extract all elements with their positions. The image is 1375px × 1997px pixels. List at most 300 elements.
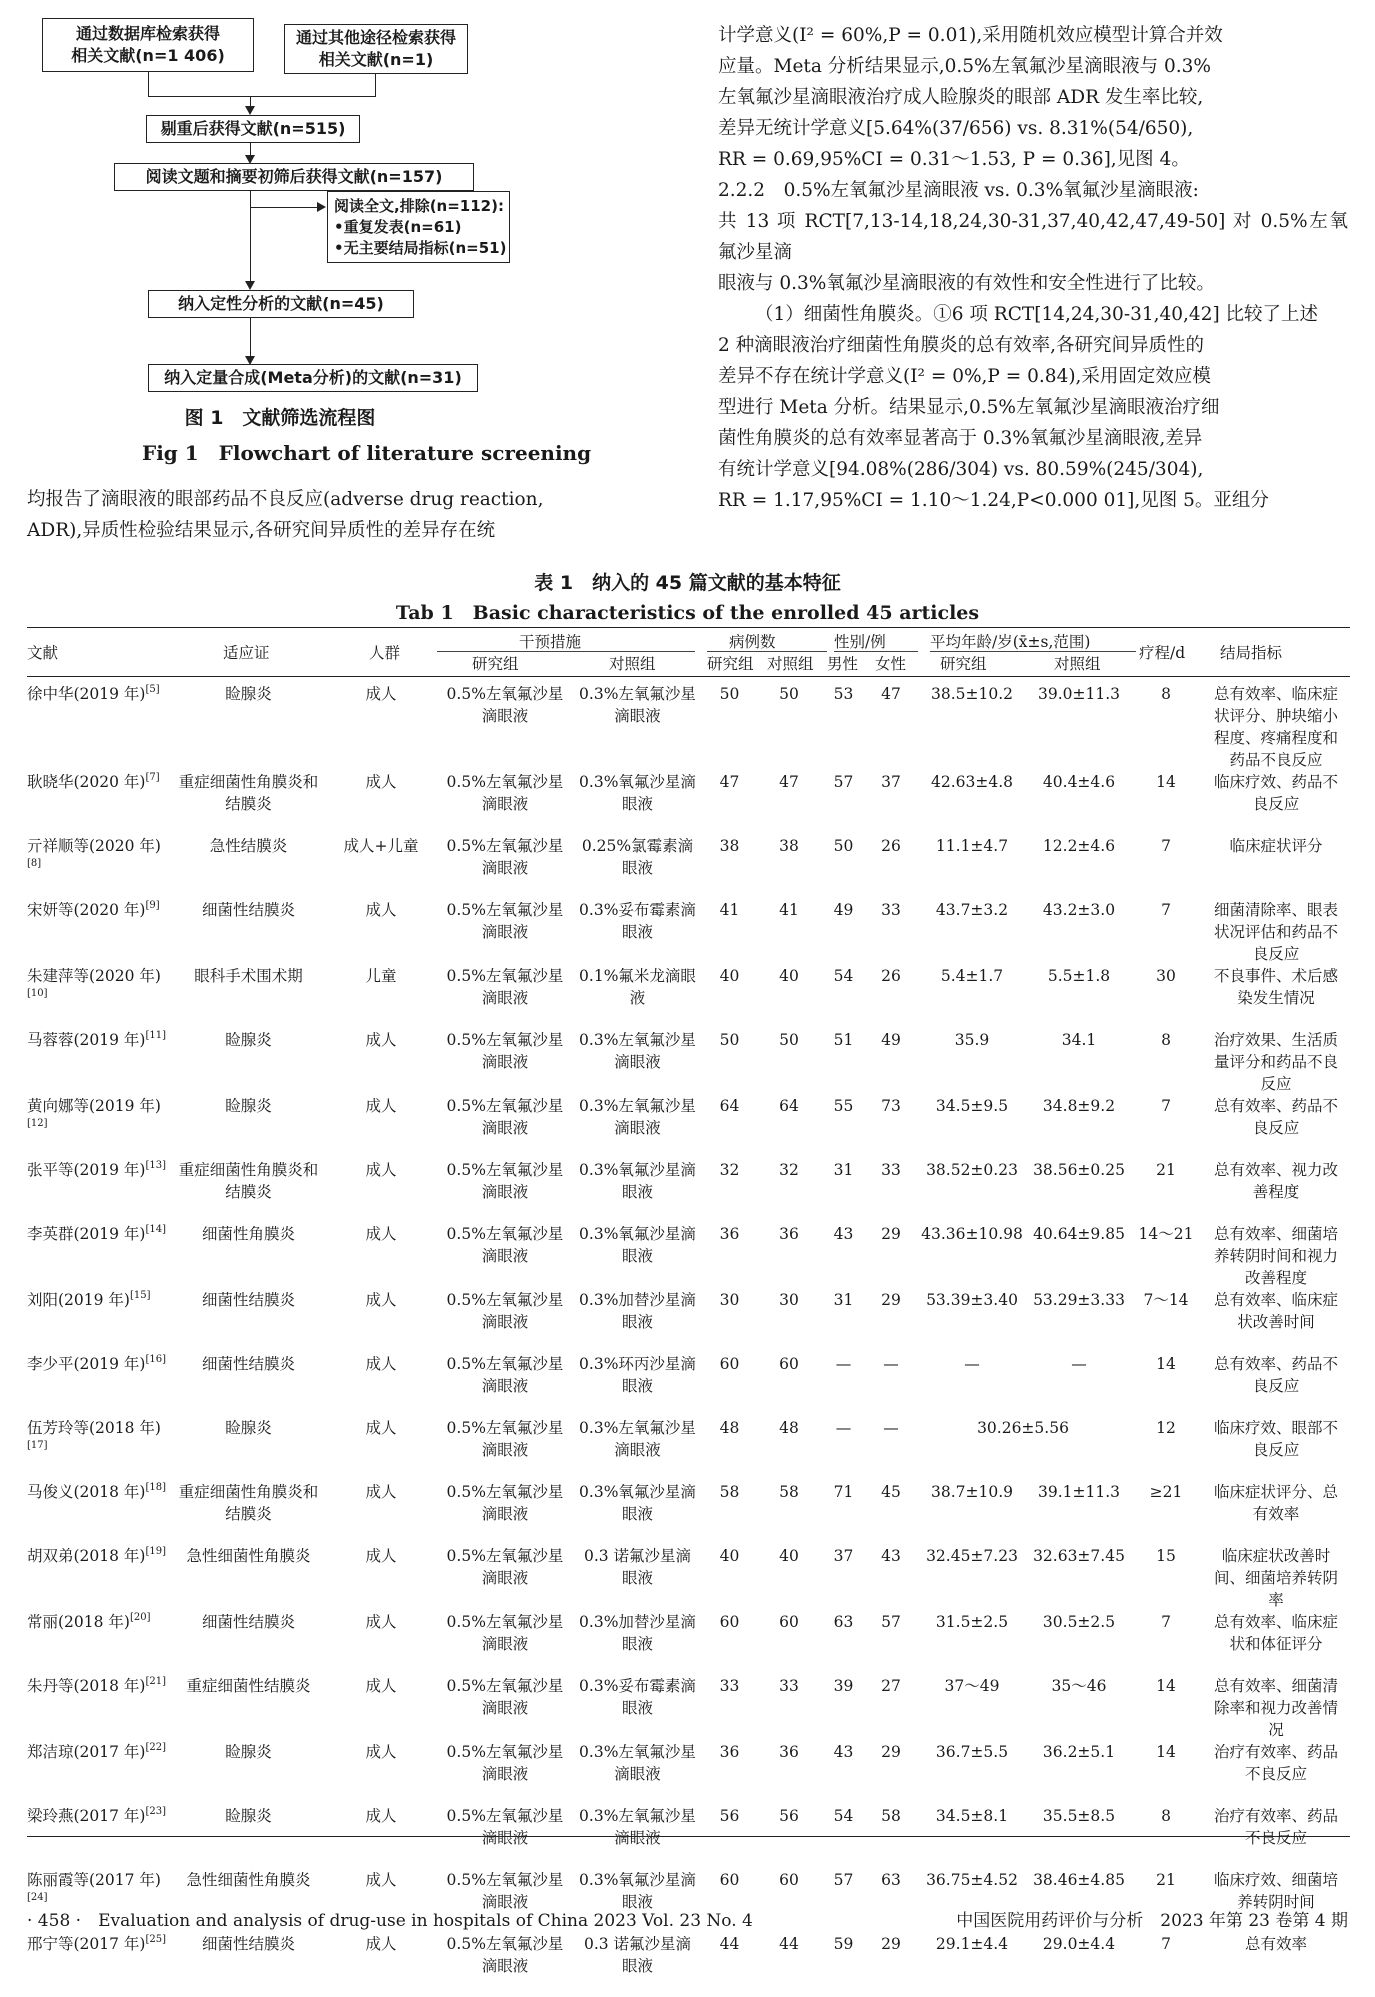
cell-article: [27, 1611, 172, 1675]
table-bottom-rule: [27, 1836, 1350, 1837]
cell-female: 29: [881, 1225, 901, 1243]
cell-outcome: 总有效率、临床症状和体征评分: [1213, 1613, 1338, 1653]
cell-female: 33: [881, 901, 901, 919]
flow-box-database-line1: 通过数据库检索获得: [75, 24, 220, 43]
flow-exclude-title: 阅读全文,排除(n=112):: [334, 196, 504, 215]
right-line: 计学意义(I² = 60%,P = 0.01),采用随机效应模型计算合并效: [718, 25, 1223, 46]
cell-article: [27, 899, 172, 965]
right-line: 差异不存在统计学意义(I² = 0%,P = 0.84),采用固定效应模: [718, 366, 1211, 387]
cell-population: 成人: [365, 1355, 397, 1373]
cell-control-n: 40: [779, 1547, 799, 1565]
cell-article: [27, 1095, 172, 1159]
cell-outcome: 不良事件、术后感染发生情况: [1213, 967, 1338, 1007]
cell-female: 43: [881, 1547, 901, 1565]
cell-article: [27, 1545, 172, 1611]
cell-age-control: 39.0±11.3: [1037, 685, 1120, 703]
cell-population: 成人: [365, 1547, 397, 1565]
table-row: [27, 1095, 1350, 1159]
article-ref: [18]: [145, 1482, 166, 1493]
cell-study-n: 44: [719, 1935, 740, 1953]
cell-control-drug: 0.3%氧氟沙星滴眼液: [579, 1871, 696, 1911]
cell-indication: 急性细菌性角膜炎: [186, 1547, 311, 1565]
cell-age-study: 38.7±10.9: [930, 1483, 1013, 1501]
th-control3: 对照组: [1054, 655, 1101, 673]
cell-study-drug: 0.5%左氧氟沙星滴眼液: [446, 1871, 564, 1911]
article-ref: [22]: [145, 1742, 166, 1753]
cell-outcome: 总有效率、细菌清除率和视力改善情况: [1213, 1677, 1338, 1739]
article-ref: [8]: [27, 858, 42, 869]
cell-population: 儿童: [365, 967, 397, 985]
article-name: 伍芳玲等(2018 年): [27, 1419, 161, 1437]
cell-female: 27: [881, 1677, 901, 1695]
cell-control-n: 40: [779, 967, 799, 985]
cell-age-study: 11.1±4.7: [935, 837, 1009, 855]
cell-indication: 睑腺炎: [225, 1743, 272, 1761]
right-line: 共 13 项 RCT[7,13-14,18,24,30-31,37,40,42,47,49-50] 对 0.5%左氧氟沙星滴: [718, 211, 1348, 263]
article-ref: [21]: [145, 1676, 166, 1687]
th-control2: 对照组: [767, 655, 814, 673]
article-ref: [24]: [27, 1892, 48, 1903]
article-ref: [7]: [145, 772, 160, 783]
article-ref: [10]: [27, 988, 48, 999]
cell-control-drug: 0.1%氟米龙滴眼液: [579, 967, 696, 1007]
cell-outcome: 治疗效果、生活质量评分和药品不良反应: [1213, 1031, 1338, 1093]
cell-indication: 重症细菌性角膜炎和结膜炎: [178, 1483, 319, 1523]
cell-study-n: 32: [719, 1161, 740, 1179]
cell-control-n: 32: [779, 1161, 799, 1179]
cell-study-drug: 0.5%左氧氟沙星滴眼液: [446, 1935, 564, 1975]
cell-male: 49: [833, 901, 854, 919]
flow-box-screen-label: 阅读文题和摘要初筛后获得文献(n=157): [145, 167, 443, 186]
cell-indication: 睑腺炎: [225, 685, 272, 703]
cell-male: 53: [833, 685, 854, 703]
flow-box-screen: [114, 163, 474, 191]
th-population: 人群: [369, 644, 401, 662]
flow-connector: [148, 72, 149, 96]
cell-age-study: 36.75±4.52: [926, 1871, 1018, 1889]
cell-population: 成人: [365, 1677, 397, 1695]
cell-population: 成人: [365, 1743, 397, 1761]
cell-male: 43: [833, 1743, 854, 1761]
table-row: [27, 1417, 1350, 1481]
cell-female: 47: [881, 685, 901, 703]
cell-article: [27, 771, 172, 835]
cell-male: 57: [833, 1871, 854, 1889]
cell-indication: 眼科手术围术期: [194, 967, 303, 985]
cell-female: 57: [881, 1613, 901, 1631]
cell-course: ≥21: [1149, 1483, 1183, 1501]
cell-male: 55: [833, 1097, 854, 1115]
cell-population: 成人: [365, 1807, 397, 1825]
cell-study-n: 40: [719, 967, 740, 985]
cell-article: [27, 965, 172, 1029]
cell-indication: 急性细菌性角膜炎: [186, 1871, 311, 1889]
cell-article: [27, 1417, 172, 1481]
article-ref: [16]: [145, 1354, 166, 1365]
cell-course: 21: [1156, 1161, 1176, 1179]
footer-right: 中国医院用药评价与分析 2023 年第 23 卷第 4 期: [956, 1911, 1348, 1931]
flow-box-other-sources: [284, 24, 468, 74]
cell-age-control: 5.5±1.8: [1047, 967, 1111, 985]
cell-article: [27, 1675, 172, 1741]
right-line: 眼液与 0.3%氧氟沙星滴眼液的有效性和安全性进行了比较。: [718, 273, 1215, 294]
figure-caption-cn: 图 1 文献筛选流程图: [184, 407, 376, 429]
cell-study-n: 58: [719, 1483, 740, 1501]
left-paragraph-line: ADR),异质性检验结果显示,各研究间异质性的差异存在统: [27, 520, 496, 541]
flow-arrow: [245, 106, 255, 115]
cell-study-n: 60: [719, 1871, 740, 1889]
cell-article: [27, 1029, 172, 1095]
cell-outcome: 临床症状改善时间、细菌培养转阴率: [1213, 1547, 1338, 1609]
article-ref: [19]: [145, 1546, 166, 1557]
cell-course: 21: [1156, 1871, 1176, 1889]
cell-outcome: 临床疗效、眼部不良反应: [1213, 1419, 1338, 1459]
cell-control-drug: 0.3%左氧氟沙星滴眼液: [579, 1097, 696, 1137]
cell-male: 54: [833, 967, 854, 985]
cell-study-n: 50: [719, 685, 740, 703]
cell-outcome: 临床疗效、药品不良反应: [1213, 773, 1338, 813]
cell-study-drug: 0.5%左氧氟沙星滴眼液: [446, 1547, 564, 1587]
cell-age-study: 36.7±5.5: [935, 1743, 1009, 1761]
cell-age-study: 53.39±3.40: [926, 1291, 1018, 1309]
cell-course: 7: [1161, 1935, 1171, 1953]
cell-female: 33: [881, 1161, 901, 1179]
cell-male: 57: [833, 773, 854, 791]
cell-age-study: 43.36±10.98: [921, 1225, 1023, 1243]
article-ref: [14]: [145, 1224, 166, 1235]
article-name: 亓祥顺等(2020 年): [27, 837, 161, 855]
table-row: [27, 1353, 1350, 1417]
cell-control-n: 60: [779, 1613, 799, 1631]
cell-age-study: —: [964, 1355, 980, 1373]
cell-age-study: 34.5±9.5: [935, 1097, 1009, 1115]
table-row: [27, 1675, 1350, 1741]
article-name: 梁玲燕(2017 年): [27, 1807, 146, 1825]
cell-study-n: 38: [719, 837, 740, 855]
article-ref: [11]: [145, 1030, 166, 1041]
table-row: [27, 771, 1350, 835]
article-name: 李英群(2019 年): [27, 1225, 146, 1243]
cell-course: 7～14: [1143, 1291, 1189, 1309]
th-female: 女性: [875, 655, 907, 673]
cell-study-drug: 0.5%左氧氟沙星滴眼液: [446, 1743, 564, 1783]
cell-female: 58: [881, 1807, 901, 1825]
th-study3: 研究组: [940, 655, 987, 673]
cell-outcome: 总有效率、临床症状评分、肿块缩小程度、疼痛程度和药品不良反应: [1213, 685, 1338, 769]
flow-arrow: [245, 281, 255, 290]
cell-study-n: 40: [719, 1547, 740, 1565]
cell-female: 29: [881, 1743, 901, 1761]
cell-control-drug: 0.3 诺氟沙星滴眼液: [583, 1547, 692, 1587]
cell-age-control: 35.5±8.5: [1042, 1807, 1116, 1825]
article-name: 刘阳(2019 年): [27, 1291, 130, 1309]
cell-age-control: —: [1071, 1355, 1087, 1373]
article-ref: [15]: [129, 1290, 151, 1301]
cell-age-control: 40.4±4.6: [1042, 773, 1116, 791]
cell-population: 成人: [365, 773, 397, 791]
cell-control-drug: 0.3 诺氟沙星滴眼液: [583, 1935, 692, 1975]
article-ref: [9]: [145, 900, 160, 911]
cell-control-drug: 0.3%左氧氟沙星滴眼液: [579, 1419, 696, 1459]
flow-connector: [148, 96, 376, 97]
cell-outcome: 总有效率、药品不良反应: [1213, 1097, 1338, 1137]
flow-box-database-line2: 相关文献(n=1 406): [71, 46, 225, 65]
cell-female: 37: [881, 773, 901, 791]
table-row: [27, 683, 1350, 771]
cell-control-n: 60: [779, 1871, 799, 1889]
cell-control-n: 36: [779, 1225, 799, 1243]
article-ref: [17]: [27, 1440, 48, 1451]
cell-age-study: 37～49: [944, 1677, 1000, 1695]
right-line: RR = 1.17,95%CI = 1.10～1.24,P<0.000 01],见图 5。亚组分: [718, 490, 1269, 511]
article-name: 徐中华(2019 年): [27, 685, 146, 703]
cell-control-drug: 0.3%氧氟沙星滴眼液: [579, 1161, 696, 1201]
table-row: [27, 1933, 1350, 1997]
table-body: [27, 683, 1350, 1997]
article-ref: [12]: [27, 1118, 48, 1129]
cell-article: [27, 1289, 172, 1353]
cell-male: 50: [833, 837, 854, 855]
right-line: 应量。Meta 分析结果显示,0.5%左氧氟沙星滴眼液与 0.3%: [718, 56, 1211, 77]
cell-course: 14～21: [1138, 1225, 1194, 1243]
article-ref: [25]: [145, 1934, 166, 1945]
cell-course: 7: [1161, 837, 1171, 855]
article-name: 黄向娜等(2019 年): [27, 1097, 161, 1115]
flow-box-dedup: [146, 115, 360, 143]
cell-female: 49: [881, 1031, 901, 1049]
cell-male: —: [835, 1355, 852, 1373]
table-row: [27, 965, 1350, 1029]
cell-control-drug: 0.3%左氧氟沙星滴眼液: [579, 1031, 696, 1071]
cell-study-drug: 0.5%左氧氟沙星滴眼液: [446, 967, 564, 1007]
article-name: 张平等(2019 年): [27, 1161, 146, 1179]
cell-study-drug: 0.5%左氧氟沙星滴眼液: [446, 1355, 564, 1395]
article-name: 李少平(2019 年): [27, 1355, 146, 1373]
right-column-text: [718, 20, 1348, 516]
cell-outcome: 细菌清除率、眼表状况评估和药品不良反应: [1213, 901, 1338, 963]
cell-course: 8: [1161, 1031, 1171, 1049]
cell-male: —: [835, 1419, 852, 1437]
cell-male: 31: [833, 1291, 854, 1309]
right-line: 2.2.2 0.5%左氧氟沙星滴眼液 vs. 0.3%氧氟沙星滴眼液:: [718, 180, 1199, 201]
article-name: 朱丹等(2018 年): [27, 1677, 146, 1695]
cell-population: 成人: [365, 1613, 397, 1631]
cell-study-drug: 0.5%左氧氟沙星滴眼液: [446, 1291, 564, 1331]
cell-control-drug: 0.3%环丙沙星滴眼液: [579, 1355, 696, 1395]
cell-age-study: 43.7±3.2: [935, 901, 1009, 919]
article-name: 常丽(2018 年): [27, 1613, 130, 1631]
cell-indication: 细菌性结膜炎: [201, 901, 295, 919]
cell-article: [27, 683, 172, 771]
cell-population: 成人: [365, 1419, 397, 1437]
cell-outcome: 临床症状评分、总有效率: [1213, 1483, 1338, 1523]
cell-male: 31: [833, 1161, 854, 1179]
cell-age-study: 38.5±10.2: [930, 685, 1013, 703]
cell-study-drug: 0.5%左氧氟沙星滴眼液: [446, 1483, 564, 1523]
cell-study-drug: 0.5%左氧氟沙星滴眼液: [446, 1807, 564, 1847]
cell-population: 成人: [365, 1291, 397, 1309]
flow-arrow: [317, 202, 326, 212]
cell-population: 成人: [365, 1483, 397, 1501]
cell-age-study: 30.26±5.56: [977, 1419, 1069, 1437]
cell-control-n: 38: [779, 837, 799, 855]
cell-article: [27, 1805, 172, 1869]
cell-course: 12: [1156, 1419, 1176, 1437]
flow-box-quantitative: [148, 364, 478, 392]
cell-age-study: 5.4±1.7: [940, 967, 1004, 985]
article-ref: [23]: [145, 1806, 166, 1817]
cell-control-n: 50: [779, 1031, 799, 1049]
cell-outcome: 总有效率、视力改善程度: [1213, 1161, 1338, 1201]
cell-age-study: 29.1±4.4: [935, 1935, 1009, 1953]
right-line: （1）细菌性角膜炎。①6 项 RCT[14,24,30-31,40,42] 比较了上述: [755, 304, 1319, 325]
cell-control-n: 64: [779, 1097, 799, 1115]
table-row: [27, 899, 1350, 965]
cell-male: 43: [833, 1225, 854, 1243]
cell-indication: 睑腺炎: [225, 1419, 272, 1437]
th-study2: 研究组: [707, 655, 754, 673]
cell-article: [27, 1223, 172, 1289]
cell-indication: 细菌性结膜炎: [201, 1613, 295, 1631]
cell-age-control: 32.63±7.45: [1033, 1547, 1125, 1565]
cell-female: 26: [881, 837, 901, 855]
cell-outcome: 治疗有效率、药品不良反应: [1213, 1743, 1338, 1783]
article-ref: [20]: [129, 1612, 151, 1623]
cell-course: 14: [1156, 773, 1176, 791]
cell-study-drug: 0.5%左氧氟沙星滴眼液: [446, 1161, 564, 1201]
cell-female: 29: [881, 1935, 901, 1953]
cell-course: 8: [1161, 685, 1171, 703]
cell-study-drug: 0.5%左氧氟沙星滴眼液: [446, 773, 564, 813]
cell-control-drug: 0.3%氧氟沙星滴眼液: [579, 1483, 696, 1523]
cell-outcome: 总有效率: [1244, 1935, 1307, 1953]
cell-article: [27, 1933, 172, 1997]
data-table: [27, 683, 1350, 1997]
cell-control-n: 41: [779, 901, 799, 919]
table-row: [27, 1611, 1350, 1675]
right-line: 有统计学意义[94.08%(286/304) vs. 80.59%(245/304),: [718, 459, 1204, 480]
flow-box-qualitative: [148, 290, 414, 318]
cell-study-n: 36: [719, 1743, 740, 1761]
figure-caption-en: Fig 1 Flowchart of literature screening: [142, 441, 592, 465]
flow-box-database: [42, 18, 254, 72]
cell-age-control: 53.29±3.33: [1033, 1291, 1125, 1309]
flow-exclude-no-outcome: •无主要结局指标(n=51): [334, 238, 507, 257]
cell-population: 成人: [365, 1935, 397, 1953]
flow-box-other-line2: 相关文献(n=1): [318, 50, 434, 69]
cell-male: 54: [833, 1807, 854, 1825]
article-name: 胡双弟(2018 年): [27, 1547, 146, 1565]
cell-course: 30: [1156, 967, 1176, 985]
cell-control-drug: 0.3%氧氟沙星滴眼液: [579, 773, 696, 813]
cell-article: [27, 1159, 172, 1223]
th-intervention: 干预措施: [519, 633, 582, 651]
table-row: [27, 835, 1350, 899]
cell-age-study: 32.45±7.23: [926, 1547, 1018, 1565]
cell-indication: 睑腺炎: [225, 1097, 272, 1115]
cell-female: —: [883, 1419, 899, 1437]
cell-course: 15: [1156, 1547, 1176, 1565]
cell-course: 7: [1161, 1097, 1171, 1115]
cell-study-drug: 0.5%左氧氟沙星滴眼液: [446, 837, 564, 877]
cell-study-drug: 0.5%左氧氟沙星滴眼液: [446, 1419, 564, 1459]
cell-indication: 细菌性结膜炎: [201, 1291, 295, 1309]
right-line: 2 种滴眼液治疗细菌性角膜炎的总有效率,各研究间异质性的: [718, 335, 1205, 356]
right-line: RR = 0.69,95%CI = 0.31～1.53, P = 0.36],见图 4。: [718, 149, 1190, 170]
cell-control-n: 47: [779, 773, 799, 791]
cell-male: 51: [833, 1031, 854, 1049]
cell-article: [27, 1481, 172, 1545]
article-ref: [5]: [145, 684, 160, 695]
cell-study-n: 36: [719, 1225, 740, 1243]
cell-article: [27, 1741, 172, 1805]
cell-course: 14: [1156, 1743, 1176, 1761]
table-top-rule: [27, 627, 1350, 628]
article-name: 邢宁等(2017 年): [27, 1935, 146, 1953]
th-age: 平均年龄/岁(x̄±s,范围): [930, 633, 1091, 651]
cell-study-n: 48: [719, 1419, 740, 1437]
cell-age-control: 34.1: [1061, 1031, 1097, 1049]
cell-indication: 睑腺炎: [225, 1807, 272, 1825]
table-row: [27, 1481, 1350, 1545]
cell-course: 7: [1161, 1613, 1171, 1631]
cell-age-control: 40.64±9.85: [1033, 1225, 1125, 1243]
cell-female: 63: [881, 1871, 901, 1889]
article-name: 马蓉蓉(2019 年): [27, 1031, 146, 1049]
cell-indication: 急性结膜炎: [209, 837, 288, 855]
cell-study-n: 33: [719, 1677, 740, 1695]
cell-control-n: 36: [779, 1743, 799, 1761]
table-caption-cn: 表 1 纳入的 45 篇文献的基本特征: [534, 572, 841, 594]
flow-connector: [375, 74, 376, 96]
cell-control-drug: 0.3%氧氟沙星滴眼液: [579, 1225, 696, 1265]
cell-male: 39: [833, 1677, 854, 1695]
cell-male: 59: [833, 1935, 854, 1953]
cell-article: [27, 1353, 172, 1417]
footer-left: · 458 · Evaluation and analysis of drug-use in hospitals of China 2023 Vol. 23 No. 4: [27, 1911, 753, 1931]
th-course: 疗程/d: [1139, 644, 1186, 662]
cell-outcome: 总有效率、细菌培养转阴时间和视力改善程度: [1213, 1225, 1338, 1287]
cell-population: 成人: [365, 1225, 397, 1243]
cell-study-drug: 0.5%左氧氟沙星滴眼液: [446, 1097, 564, 1137]
cell-age-control: 29.0±4.4: [1042, 1935, 1116, 1953]
cell-indication: 细菌性结膜炎: [201, 1355, 295, 1373]
cell-age-control: 43.2±3.0: [1042, 901, 1116, 919]
cell-female: —: [883, 1355, 899, 1373]
table-caption-en: Tab 1 Basic characteristics of the enrolled 45 articles: [395, 602, 980, 624]
cell-control-drug: 0.3%左氧氟沙星滴眼液: [579, 685, 696, 725]
flow-box-quantitative-label: 纳入定量合成(Meta分析)的文献(n=31): [164, 368, 462, 387]
cell-indication: 重症细菌性结膜炎: [186, 1677, 311, 1695]
cell-indication: 细菌性角膜炎: [201, 1225, 295, 1243]
flow-box-other-line1: 通过其他途径检索获得: [295, 28, 456, 47]
table-row: [27, 1223, 1350, 1289]
article-name: 陈丽霞等(2017 年): [27, 1871, 161, 1889]
cell-female: 45: [881, 1483, 901, 1501]
cell-age-study: 38.52±0.23: [926, 1161, 1018, 1179]
flow-connector: [250, 318, 251, 358]
cell-control-drug: 0.25%氯霉素滴眼液: [581, 837, 694, 877]
cell-outcome: 治疗有效率、药品不良反应: [1213, 1807, 1338, 1847]
flow-box-dedup-label: 剔重后获得文献(n=515): [160, 119, 346, 138]
flow-box-qualitative-label: 纳入定性分析的文献(n=45): [178, 294, 384, 313]
cell-outcome: 临床症状评分: [1229, 837, 1323, 855]
cell-control-drug: 0.3%加替沙星滴眼液: [579, 1613, 696, 1653]
cell-control-n: 60: [779, 1355, 799, 1373]
right-line: 差异无统计学意义[5.64%(37/656) vs. 8.31%(54/650),: [718, 118, 1194, 139]
cell-study-n: 64: [719, 1097, 740, 1115]
cell-population: 成人: [365, 901, 397, 919]
